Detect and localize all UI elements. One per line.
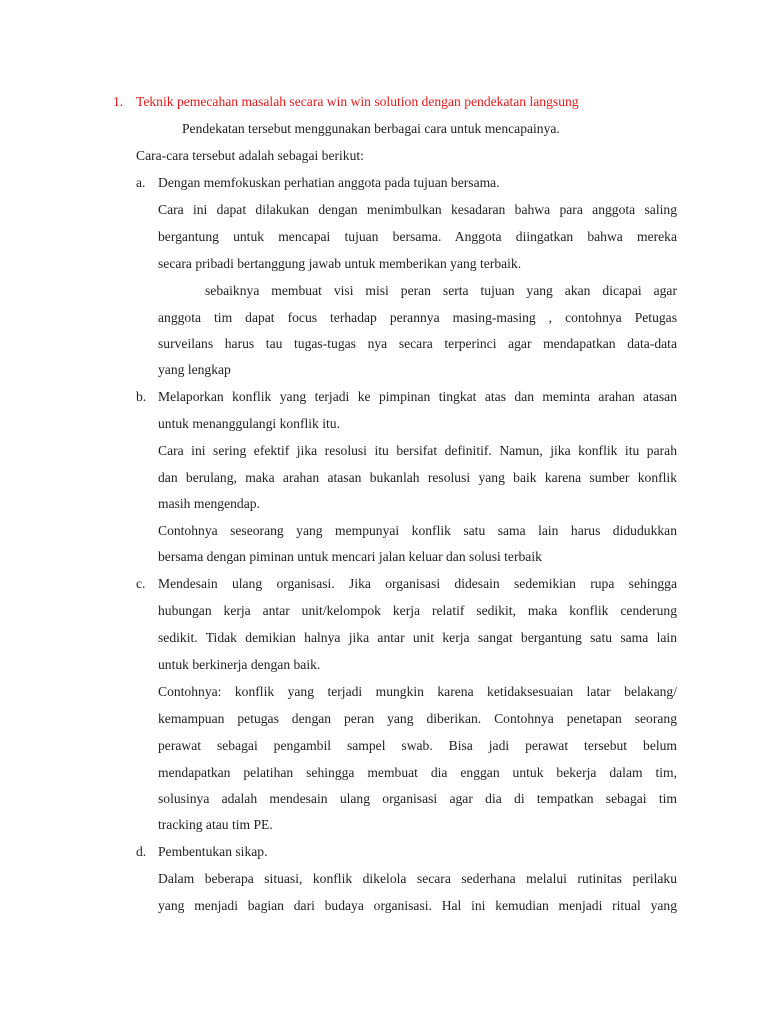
item-a-line-6: surveilans harus tau tugas-tugas nya secara terperinci agar mendapatkan data-data [158,336,677,351]
item-c-line-3: sedikit. Tidak demikian halnya jika antar unit kerja sangat bergantung satu sama lain [158,630,677,645]
item-a-line-5: anggota tim dapat focus terhadap perannya masing-masing , contohnya Petugas [158,310,677,325]
item-b-line-3: Cara ini sering efektif jika resolusi itu bersifat definitif. Namun, jika konflik itu parah [158,443,677,458]
item-c-line-9: solusinya adalah mendesain ulang organisasi agar dia di tempatkan sebagai tim [158,791,677,806]
item-a-line-3: secara pribadi bertanggung jawab untuk memberikan yang terbaik. [158,256,522,271]
item-b-line-5: masih mengendap. [158,496,260,511]
item-c-line-10: tracking atau tim PE. [158,817,273,832]
item-a-line-4: sebaiknya membuat visi misi peran serta tujuan yang akan dicapai agar [205,283,677,298]
item-a-title: Dengan memfokuskan perhatian anggota pada tujuan bersama. [158,175,500,190]
item-d-marker: d. [136,844,147,859]
intro-line-2: Cara-cara tersebut adalah sebagai berikut: [136,148,364,163]
item-c-line-2: hubungan kerja antar unit/kelompok kerja relatif sedikit, maka konflik cenderung [158,603,677,618]
item-d-line-3: yang menjadi bagian dari budaya organisasi. Hal ini kemudian menjadi ritual yang [158,898,677,913]
item-a-line-1: Cara ini dapat dilakukan dengan menimbulkan kesadaran bahwa para anggota saling [158,202,677,217]
item-c-line-5: Contohnya: konflik yang terjadi mungkin karena ketidaksesuaian latar belakang/ [158,684,677,699]
heading-number: 1. [113,94,124,109]
item-c-line-4: untuk berkinerja dengan baik. [158,657,321,672]
item-b-line-6: Contohnya seseorang yang mempunyai konflik satu sama lain harus didudukkan [158,523,677,538]
item-c-line-6: kemampuan petugas dengan peran yang diberikan. Contohnya penetapan seorang [158,711,677,726]
item-c-line-7: perawat sebagai pengambil sampel swab. Bisa jadi perawat tersebut belum [158,738,677,753]
item-b-line-1: Melaporkan konflik yang terjadi ke pimpinan tingkat atas dan meminta arahan atasan [158,389,677,404]
item-d-line-2: Dalam beberapa situasi, konflik dikelola secara sederhana melalui rutinitas perilaku [158,871,677,886]
item-a-line-7: yang lengkap [158,362,231,377]
item-c-marker: c. [136,576,146,591]
item-b-line-2: untuk menanggulangi konflik itu. [158,416,340,431]
item-a-marker: a. [136,175,146,190]
intro-line-1: Pendekatan tersebut menggunakan berbagai cara untuk mencapainya. [182,121,560,136]
item-b-line-4: dan berulang, maka arahan atasan bukanlah resolusi yang baik karena sumber konflik [158,470,677,485]
item-c-line-8: mendapatkan pelatihan sehingga membuat dia enggan untuk bekerja dalam tim, [158,765,677,780]
heading-title: Teknik pemecahan masalah secara win win solution dengan pendekatan langsung [136,94,579,109]
item-b-marker: b. [136,389,147,404]
item-c-line-1: Mendesain ulang organisasi. Jika organisasi didesain sedemikian rupa sehingga [158,576,677,591]
item-a-line-2: bergantung untuk mencapai tujuan bersama. Anggota diingatkan bahwa mereka [158,229,677,244]
item-b-line-7: bersama dengan piminan untuk mencari jalan keluar dan solusi terbaik [158,549,542,564]
item-d-line-1: Pembentukan sikap. [158,844,268,859]
